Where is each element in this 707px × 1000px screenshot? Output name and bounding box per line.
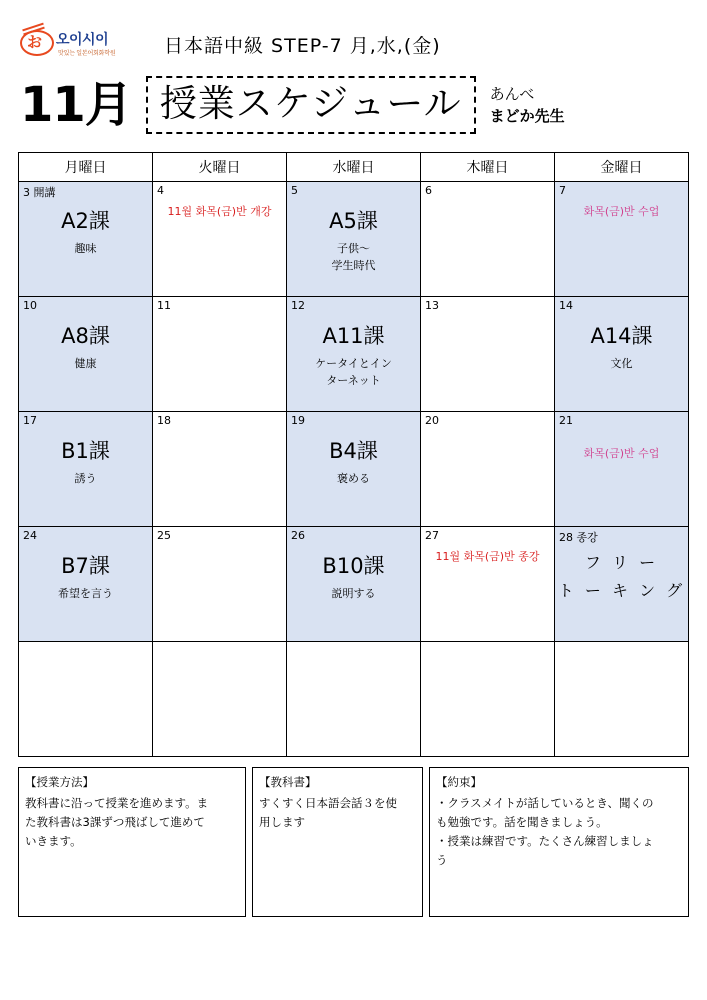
note-method-line2: た教科書は3課ずつ飛ばして進めて <box>25 815 205 829</box>
lesson-title: B10課 <box>322 554 385 578</box>
calendar-cell[interactable] <box>421 412 555 527</box>
lesson-subtitle: 希望を言う <box>58 587 113 600</box>
calendar-cell[interactable] <box>287 182 421 297</box>
day-number: 4 <box>157 184 164 197</box>
teacher-name-line2: まどか先生 <box>489 107 565 125</box>
day-number: 10 <box>23 299 37 312</box>
calendar-row <box>19 182 689 297</box>
note-textbook-heading: 【教科書】 <box>259 775 317 789</box>
title-box <box>146 76 476 134</box>
day-number: 20 <box>425 414 439 427</box>
course-title: 日本語中級 STEP-7 月,水,(金) <box>164 34 441 57</box>
day-number: 3 開講 <box>23 186 56 199</box>
calendar-cell[interactable] <box>153 412 287 527</box>
lesson-title: B4課 <box>329 439 378 463</box>
note-method-line1: 教科書に沿って授業を進めます。ま <box>25 796 209 810</box>
calendar-cell[interactable] <box>421 297 555 412</box>
lesson-subtitle: 文化 <box>610 357 633 370</box>
teacher-name-line1: あんべ <box>489 85 535 103</box>
page-title: 授業スケジュール <box>159 82 462 125</box>
note-textbook <box>252 767 423 917</box>
calendar-cell[interactable] <box>153 182 287 297</box>
calendar-cell[interactable] <box>19 412 153 527</box>
calendar-cell[interactable] <box>421 527 555 642</box>
day-number: 17 <box>23 414 37 427</box>
calendar-cell[interactable] <box>421 182 555 297</box>
note-promise-line1: ・クラスメイトが話しているとき、聞くの <box>436 796 654 810</box>
calendar-row <box>19 412 689 527</box>
calendar-row <box>19 642 689 757</box>
lesson-title: B1課 <box>61 439 110 463</box>
calendar-cell[interactable] <box>153 297 287 412</box>
calendar-row <box>19 297 689 412</box>
note-textbook-line1: すくすく日本語会話３を使 <box>259 796 397 810</box>
calendar-cell[interactable] <box>19 642 153 757</box>
calendar-cell[interactable] <box>287 412 421 527</box>
lesson-title: A2課 <box>61 209 110 233</box>
header-main <box>18 72 689 138</box>
logo-name: 오이시이 <box>56 31 109 47</box>
lesson-subtitle: 褒める <box>337 472 370 485</box>
school-logo <box>18 22 136 66</box>
day-number: 5 <box>291 184 298 197</box>
header-top <box>18 0 689 70</box>
lesson-subtitle-2: ターネット <box>326 374 381 387</box>
calendar-cell[interactable] <box>555 527 689 642</box>
day-number: 6 <box>425 184 432 197</box>
day-number: 7 <box>559 184 566 197</box>
lesson-title: A14課 <box>590 324 653 348</box>
lesson-title: B7課 <box>61 554 110 578</box>
calendar-cell[interactable] <box>555 297 689 412</box>
calendar-cell[interactable] <box>19 527 153 642</box>
calendar-cell[interactable] <box>421 642 555 757</box>
day-number: 19 <box>291 414 305 427</box>
note-promise-line3: ・授業は練習です。たくさん練習しましょ <box>436 834 654 848</box>
note-method-heading: 【授業方法】 <box>25 775 94 789</box>
lesson-title: A11課 <box>322 324 385 348</box>
note-promise-heading: 【約束】 <box>436 775 482 789</box>
day-number: 21 <box>559 414 573 427</box>
calendar-cell[interactable] <box>153 642 287 757</box>
lesson-title-2: ト ー キ ン グ <box>557 581 686 600</box>
note-method <box>18 767 246 917</box>
column-header-wednesday: 水曜日 <box>287 153 421 182</box>
lesson-subtitle: 健康 <box>74 357 97 370</box>
day-number: 13 <box>425 299 439 312</box>
column-header-thursday: 木曜日 <box>421 153 555 182</box>
lesson-title: A8課 <box>61 324 110 348</box>
note-textbook-line2: 用します <box>259 815 305 829</box>
cell-note-red: 11월 화목(금)반 종강 <box>435 550 540 563</box>
teacher-name <box>490 83 565 127</box>
calendar-cell[interactable] <box>287 297 421 412</box>
note-promise-line4: う <box>436 853 448 867</box>
note-promise <box>429 767 689 917</box>
day-number: 24 <box>23 529 37 542</box>
day-number: 26 <box>291 529 305 542</box>
column-header-monday: 月曜日 <box>19 153 153 182</box>
lesson-subtitle: 誘う <box>74 472 97 485</box>
column-header-friday: 金曜日 <box>555 153 689 182</box>
calendar-cell[interactable] <box>287 527 421 642</box>
day-number: 28 종강 <box>559 531 598 544</box>
day-number: 14 <box>559 299 573 312</box>
calendar-cell[interactable] <box>287 642 421 757</box>
cell-note-pink: 화목(금)반 수업 <box>583 205 660 218</box>
calendar-header-row <box>19 153 689 182</box>
lesson-subtitle: 趣味 <box>74 242 97 255</box>
calendar-row <box>19 527 689 642</box>
day-number: 25 <box>157 529 171 542</box>
lesson-subtitle-2: 学生時代 <box>331 259 376 272</box>
day-number: 12 <box>291 299 305 312</box>
lesson-title: フ リ ー <box>584 553 659 572</box>
day-number: 27 <box>425 529 439 542</box>
calendar-cell[interactable] <box>555 412 689 527</box>
calendar-cell[interactable] <box>19 297 153 412</box>
footer-notes <box>18 767 689 917</box>
logo-kanji: お <box>27 33 43 51</box>
calendar-cell[interactable] <box>555 642 689 757</box>
day-number: 18 <box>157 414 171 427</box>
column-header-tuesday: 火曜日 <box>153 153 287 182</box>
lesson-subtitle: ケータイとイン <box>315 357 392 370</box>
calendar-cell[interactable] <box>153 527 287 642</box>
calendar-cell[interactable] <box>555 182 689 297</box>
note-promise-line2: も勉強です。話を聞きましょう。 <box>436 815 608 829</box>
lesson-title: A5課 <box>329 209 378 233</box>
cell-note-pink: 화목(금)반 수업 <box>583 447 660 460</box>
lesson-subtitle: 子供〜 <box>337 242 370 255</box>
cell-note-red: 11월 화목(금)반 개강 <box>167 205 272 218</box>
lesson-subtitle: 説明する <box>331 587 376 600</box>
calendar-cell[interactable] <box>19 182 153 297</box>
calendar-table <box>18 152 689 757</box>
logo-tagline: 맛있는 일본어회화학원 <box>58 51 116 57</box>
note-method-line3: いきます。 <box>25 834 82 848</box>
day-number: 11 <box>157 299 171 312</box>
month-label: 11月 <box>20 77 132 133</box>
